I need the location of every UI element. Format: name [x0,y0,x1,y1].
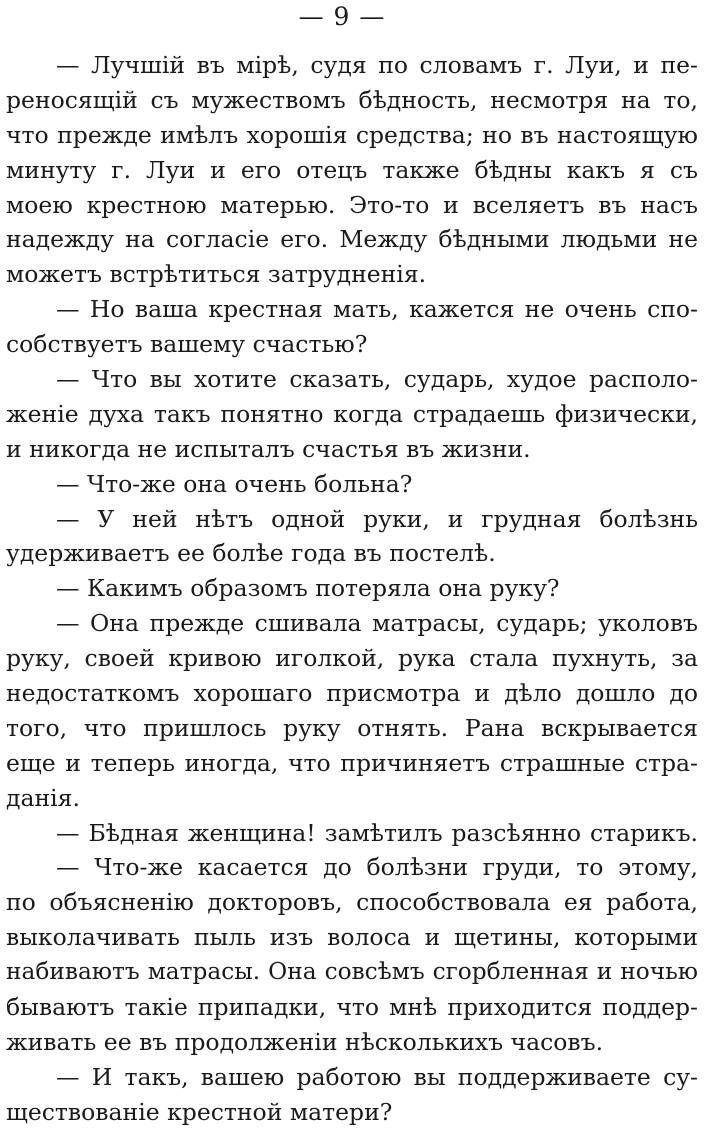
text-line: надежду на согласіе его. Между бѣдными людьми не [6,225,698,254]
text-line: — Какимъ образомъ потеряла она руку? [56,574,560,603]
text-line: того, что пришлось руку отнять. Рана вскрывается [6,713,698,742]
text-line: — И такъ, вашею работою вы поддерживаете су- [56,1062,698,1091]
text-line: данія. [6,783,80,812]
text-line: собствуетъ вашему счастью? [6,330,368,359]
text-line: ществованіе крестной матери? [6,1097,393,1126]
text-line: — Что-же она очень больна? [56,469,413,498]
text-line: по объясненію докторовъ, способствовала ея работа, [6,888,698,917]
text-line: еще и теперь иногда, что причиняетъ страшные стра- [6,748,698,777]
text-line: моею крестною матерью. Это-то и вселяетъ въ насъ [6,190,698,219]
text-line: руку, своей кривою иголкой, рука стала пухнуть, за [6,644,698,673]
text-line: выколачивать пыль изъ волоса и щетины, которыми [6,923,698,952]
text-line: минуту г. Луи и его отецъ также бѣдны какъ я съ [6,155,698,184]
text-line: что прежде имѣлъ хорошія средства; но въ настоящую [6,120,698,149]
text-line: удерживаетъ ее болѣе года въ постелѣ. [6,539,496,568]
text-line: живать ее въ продолженіи нѣсколькихъ часовъ. [6,1027,604,1056]
text-line: набиваютъ матрасы. Она совсѣмъ сгорбленная и ночью [6,958,698,986]
text-line: недостаткомъ хорошаго присмотра и дѣло дошло до [6,679,698,708]
text-line: — Она прежде сшивала матрасы, сударь; уколовъ [56,609,698,638]
text-line: женіе духа такъ понятно когда страдаешь физически, [6,399,698,428]
text-line: — Что вы хотите сказать, сударь, худое располо- [56,365,698,394]
text-line: — Лучшій въ мірѣ, судя по словамъ г. Луи, и пе- [56,51,698,79]
text-line: и никогда не испыталъ счастья въ жизни. [6,434,531,463]
text-line: — Что-же касается до болѣзни груди, то этому, [56,853,698,882]
text-line: — Бѣдная женщина! замѣтилъ разсѣянно старикъ. [56,818,698,847]
text-line: можетъ встрѣтиться затрудненія. [6,260,427,289]
text-line: бываютъ такіе припадки, что мнѣ приходится поддер- [6,993,698,1022]
page-number: — 9 — [298,2,386,31]
text-line: — У ней нѣтъ одной руки, и грудная болѣзнь [56,504,698,533]
text-body [6,48,698,1130]
text-line: реносящій съ мужествомъ бѣдность, несмотря на то, [6,85,698,114]
text-line: — Но ваша крестная мать, кажется не очень спо- [56,295,698,324]
